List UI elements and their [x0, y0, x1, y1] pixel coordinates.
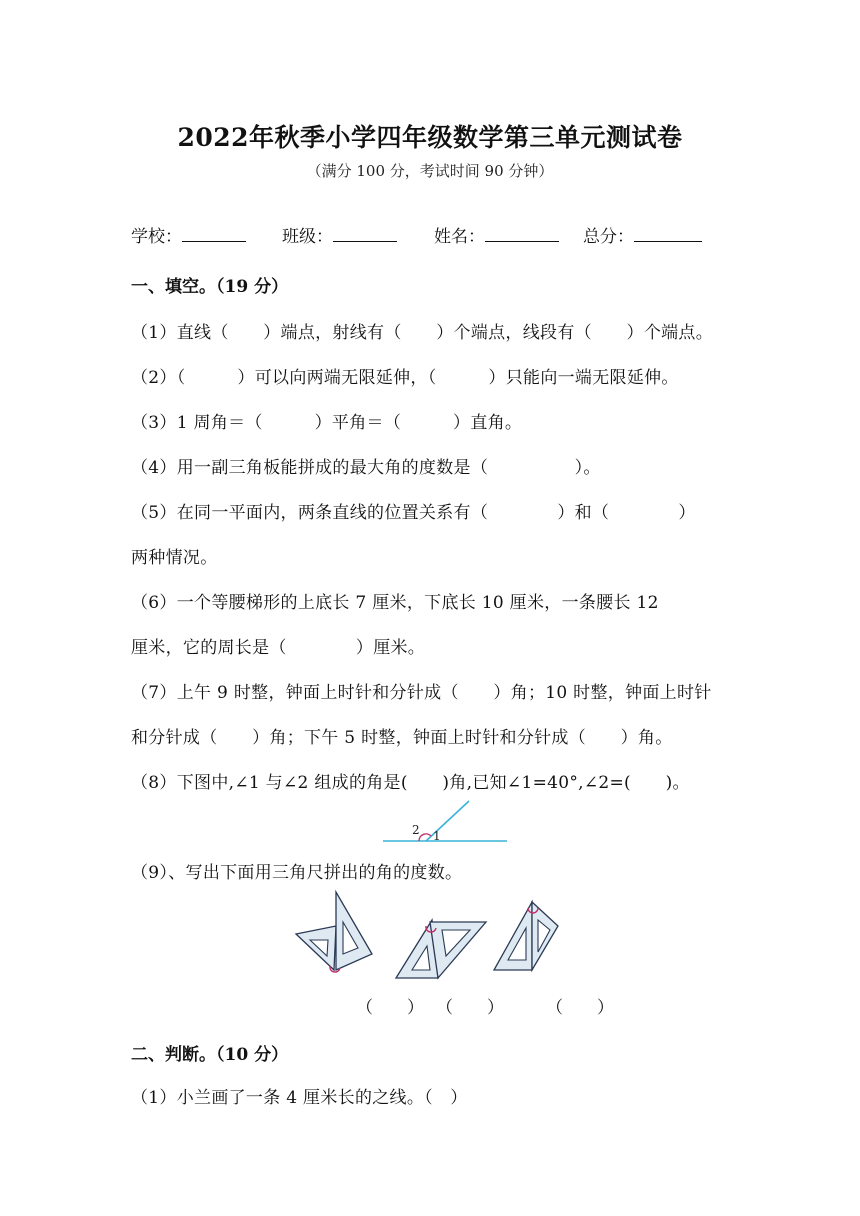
- score-field: [583, 222, 702, 247]
- question-1-9: （9）、写出下面用三角尺拼出的角的度数。: [131, 863, 463, 883]
- section-1-heading: 一、填空。（19 分）: [131, 277, 289, 297]
- question-1-5-line1: （5）在同一平面内，两条直线的位置关系有（ ）和（ ）: [131, 503, 696, 523]
- name-field: [434, 222, 559, 247]
- triangle-ruler-figure-3: [490, 896, 562, 976]
- name-label: 姓名：: [434, 227, 485, 247]
- page-subtitle: （满分 100 分，考试时间 90 分钟）: [306, 162, 554, 180]
- score-blank[interactable]: [634, 227, 702, 242]
- q9-answer-1[interactable]: （ ）: [356, 998, 424, 1018]
- class-field: [282, 222, 397, 247]
- question-1-5-line2: 两种情况。: [131, 548, 218, 568]
- question-1-3: （3）1 周角＝（ ）平角＝（ ）直角。: [131, 413, 523, 433]
- question-1-7-line1: （7）上午 9 时整，钟面上时针和分针成（ ）角；10 时整，钟面上时针: [131, 683, 712, 703]
- angle-figure: [380, 798, 510, 848]
- school-blank[interactable]: [182, 227, 246, 242]
- question-1-1: （1）直线（ ）端点，射线有（ ）个端点，线段有（ ）个端点。: [131, 323, 714, 343]
- angle-label-2: 2: [412, 823, 420, 837]
- page-title: 2022年秋季小学四年级数学第三单元测试卷: [177, 123, 683, 152]
- question-1-7-line2: 和分针成（ ）角；下午 5 时整，钟面上时针和分针成（ ）角。: [131, 728, 673, 748]
- ruler-b-outer: [336, 892, 372, 970]
- question-1-4: （4）用一副三角板能拼成的最大角的度数是（ ）。: [131, 458, 601, 478]
- question-1-2: （2）（ ）可以向两端无限延伸，（ ）只能向一端无限延伸。: [131, 368, 679, 388]
- ruler-a-outer: [296, 926, 336, 970]
- triangle-ruler-figure-1: [292, 888, 377, 978]
- score-label: 总分：: [583, 227, 634, 247]
- question-2-1: （1）小兰画了一条 4 厘米长的之线。（ ）: [131, 1088, 468, 1108]
- triangle-ruler-figure-2: [394, 916, 490, 982]
- q9-answer-2[interactable]: （ ）: [436, 998, 504, 1018]
- school-label: 学校：: [131, 227, 182, 247]
- class-label: 班级：: [282, 227, 333, 247]
- school-field: [131, 222, 246, 247]
- question-1-8: （8）下图中,∠1 与∠2 组成的角是( )角,已知∠1=40°,∠2=( )。: [131, 773, 690, 793]
- question-1-6-line2: 厘米，它的周长是（ ）厘米。: [131, 638, 426, 658]
- question-1-6-line1: （6）一个等腰梯形的上底长 7 厘米，下底长 10 厘米，一条腰长 12: [131, 593, 659, 613]
- section-2-heading: 二、判断。（10 分）: [131, 1045, 289, 1065]
- name-blank[interactable]: [485, 227, 559, 242]
- angle-label-1: 1: [433, 829, 441, 843]
- class-blank[interactable]: [333, 227, 397, 242]
- q9-answer-3[interactable]: （ ）: [546, 998, 614, 1018]
